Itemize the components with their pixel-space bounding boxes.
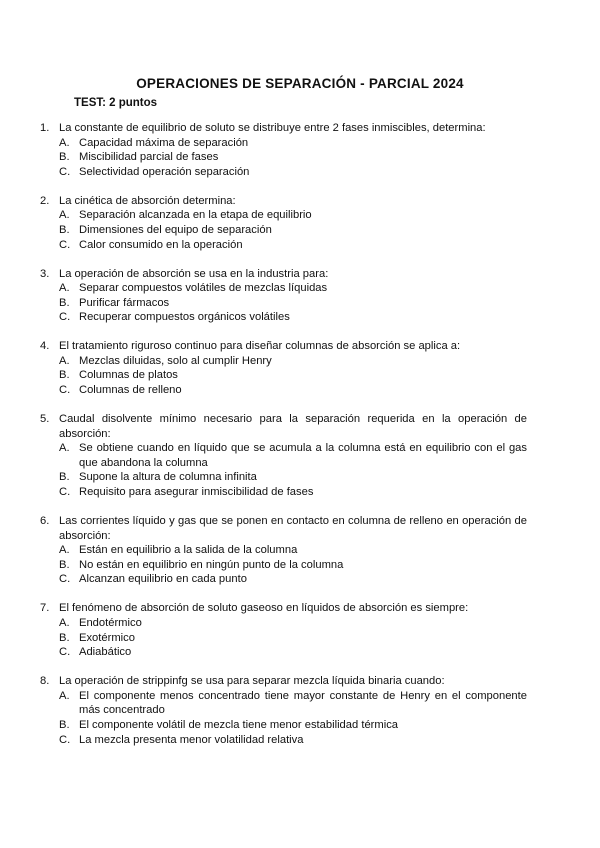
- option-text: Recuperar compuestos orgánicos volátiles: [79, 311, 290, 324]
- option-list: [59, 136, 527, 180]
- option-letter: C.: [59, 573, 71, 586]
- option-text: Separar compuestos volátiles de mezclas líquidas: [79, 282, 328, 295]
- answer-option: [59, 572, 527, 587]
- option-letter: A.: [59, 209, 70, 222]
- option-letter: B.: [59, 223, 70, 236]
- answer-option: [59, 368, 527, 383]
- option-letter: C.: [59, 733, 71, 746]
- answer-option: [59, 558, 527, 573]
- question-list: [40, 121, 527, 762]
- option-letter: A.: [59, 282, 70, 295]
- answer-option: [59, 296, 527, 311]
- option-text: Selectividad operación separación: [79, 165, 250, 178]
- answer-option: [59, 718, 527, 733]
- option-text: Dimensiones del equipo de separación: [79, 223, 272, 236]
- question-number: 8.: [40, 675, 50, 688]
- answer-option: [59, 354, 527, 369]
- option-letter: B.: [59, 369, 70, 382]
- option-text: Columnas de relleno: [79, 384, 182, 397]
- option-text: Supone la altura de columna infinita: [79, 471, 257, 484]
- option-list: [59, 441, 527, 499]
- option-text: Alcanzan equilibrio en cada punto: [79, 573, 247, 586]
- option-text: El componente volátil de mezcla tiene menor estabilidad térmica: [79, 718, 399, 731]
- question-text: El fenómeno de absorción de soluto gaseoso en líquidos de absorción es siempre:: [59, 602, 469, 615]
- answer-option: [59, 238, 527, 253]
- option-text: La mezcla presenta menor volatilidad relativa: [79, 733, 304, 746]
- option-letter: C.: [59, 384, 71, 397]
- question-header: [40, 339, 527, 354]
- question-item: [40, 267, 527, 325]
- option-text: Purificar fármacos: [79, 296, 170, 309]
- option-text: El componente menos concentrado tiene mayor constante de Henry en el componente más concentrado: [79, 689, 527, 717]
- answer-option: [59, 150, 527, 165]
- question-number: 4.: [40, 340, 50, 353]
- option-letter: B.: [59, 151, 70, 164]
- option-letter: C.: [59, 311, 71, 324]
- answer-option: [59, 543, 527, 558]
- question-header: [40, 674, 527, 689]
- option-letter: B.: [59, 558, 70, 571]
- question-text: Caudal disolvente mínimo necesario para la separación requerida en la operación de absorción:: [59, 413, 527, 440]
- question-item: [40, 601, 527, 659]
- answer-option: [59, 208, 527, 223]
- answer-option: [59, 223, 527, 238]
- option-letter: A.: [59, 544, 70, 557]
- question-header: [40, 194, 527, 209]
- option-text: Requisito para asegurar inmiscibilidad de fases: [79, 486, 314, 499]
- question-item: [40, 412, 527, 500]
- answer-option: [59, 136, 527, 151]
- option-letter: C.: [59, 486, 71, 499]
- option-letter: A.: [59, 354, 70, 367]
- option-letter: C.: [59, 238, 71, 251]
- question-item: [40, 194, 527, 252]
- question-number: 6.: [40, 515, 50, 528]
- question-text: La operación de strippinfg se usa para separar mezcla líquida binaria cuando:: [59, 675, 445, 688]
- question-number: 5.: [40, 413, 50, 426]
- option-text: Capacidad máxima de separación: [79, 136, 249, 149]
- option-letter: A.: [59, 689, 70, 702]
- answer-option: [59, 645, 527, 660]
- option-letter: B.: [59, 718, 70, 731]
- answer-option: [59, 631, 527, 646]
- question-item: [40, 514, 527, 587]
- option-text: Calor consumido en la operación: [79, 238, 243, 251]
- question-text: Las corrientes líquido y gas que se ponen en contacto en columna de relleno en operación de absorción:: [59, 515, 527, 542]
- option-text: Mezclas diluidas, solo al cumplir Henry: [79, 354, 272, 367]
- answer-option: [59, 165, 527, 180]
- question-number: 3.: [40, 267, 50, 280]
- question-number: 2.: [40, 194, 50, 207]
- question-item: [40, 674, 527, 747]
- question-number: 1.: [40, 122, 50, 134]
- question-item: [40, 121, 527, 179]
- option-letter: B.: [59, 471, 70, 484]
- question-header: [40, 601, 527, 616]
- option-text: Endotérmico: [79, 616, 142, 629]
- option-letter: B.: [59, 631, 70, 644]
- option-text: Columnas de platos: [79, 369, 178, 382]
- option-letter: A.: [59, 136, 70, 149]
- answer-option: [59, 383, 527, 398]
- answer-option: [59, 470, 527, 485]
- option-letter: C.: [59, 165, 71, 178]
- question-header: [40, 514, 527, 543]
- option-list: [59, 208, 527, 252]
- question-header: [40, 267, 527, 282]
- option-text: Se obtiene cuando en líquido que se acumula a la columna está en equilibrio con el gas que abandona la columna: [79, 442, 527, 469]
- option-letter: B.: [59, 296, 70, 309]
- option-letter: C.: [59, 646, 71, 659]
- question-text: El tratamiento riguroso continuo para diseñar columnas de absorción se aplica a:: [59, 340, 461, 353]
- option-letter: A.: [59, 442, 70, 455]
- answer-option: [59, 616, 527, 631]
- answer-option: [59, 441, 527, 470]
- question-text: La constante de equilibrio de soluto se distribuye entre 2 fases inmiscibles, determina:: [59, 122, 486, 134]
- option-text: Exotérmico: [79, 631, 135, 644]
- answer-option: [59, 733, 527, 748]
- answer-option: [59, 689, 527, 718]
- answer-option: [59, 485, 527, 500]
- option-text: Miscibilidad parcial de fases: [79, 151, 219, 164]
- answer-option: [59, 281, 527, 296]
- page-title: OPERACIONES DE SEPARACIÓN - PARCIAL 2024: [136, 76, 464, 91]
- question-text: La cinética de absorción determina:: [59, 194, 236, 207]
- question-header: [40, 121, 527, 136]
- option-text: Están en equilibrio a la salida de la columna: [79, 544, 298, 557]
- option-list: [59, 616, 527, 660]
- question-item: [40, 339, 527, 397]
- option-text: No están en equilibrio en ningún punto de la columna: [79, 558, 344, 571]
- option-text: Separación alcanzada en la etapa de equilibrio: [79, 209, 312, 222]
- test-subtitle: TEST: 2 puntos: [74, 97, 158, 109]
- option-list: [59, 543, 527, 587]
- option-text: Adiabático: [79, 646, 132, 659]
- option-letter: A.: [59, 616, 70, 629]
- answer-option: [59, 310, 527, 325]
- question-number: 7.: [40, 602, 50, 615]
- option-list: [59, 281, 527, 325]
- option-list: [59, 354, 527, 398]
- question-header: [40, 412, 527, 441]
- question-text: La operación de absorción se usa en la industria para:: [59, 267, 329, 280]
- option-list: [59, 689, 527, 747]
